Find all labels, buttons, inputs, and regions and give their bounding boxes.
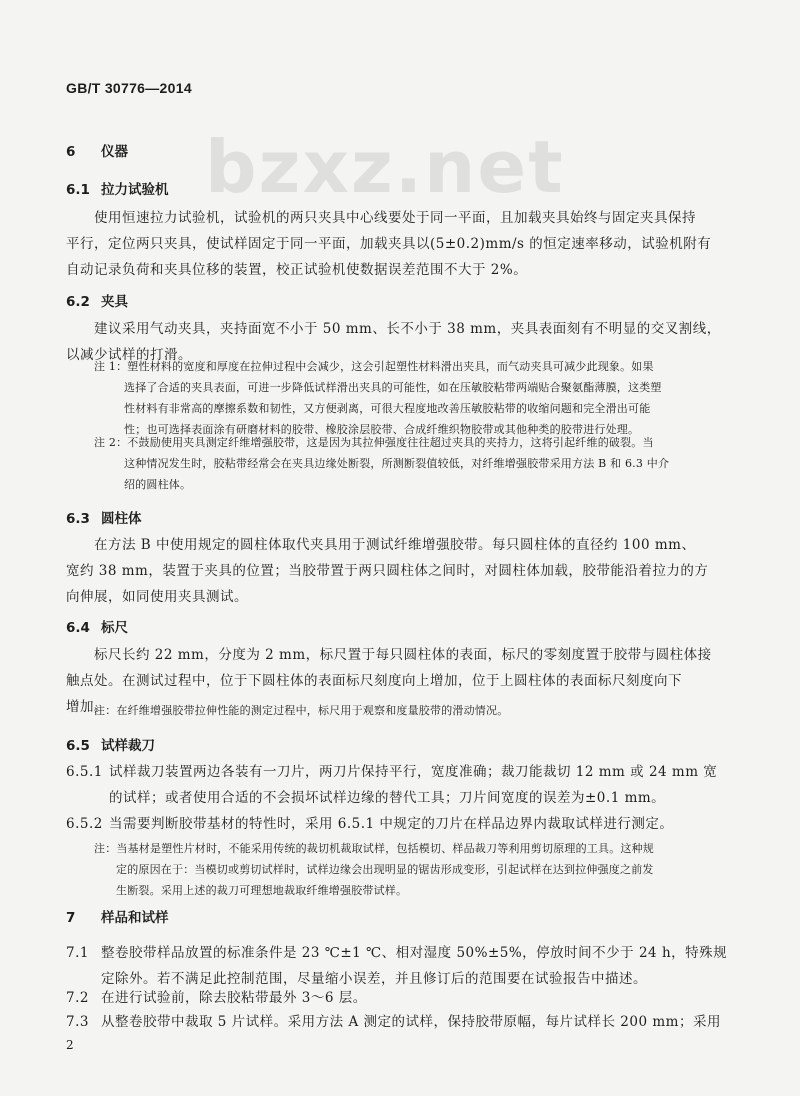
section-title: 仪器 xyxy=(101,144,128,160)
note-line: 绍的圆柱体。 xyxy=(124,478,192,491)
subsection-number: 6.2 xyxy=(66,294,90,310)
note-6-2-1 xyxy=(94,356,662,440)
text-line: 建议采用气动夹具，夹持面宽不小于 50 mm、长不小于 38 mm，夹具表面刻有不明显的交叉割线， xyxy=(94,321,721,337)
note-line: 性；也可选择表面涂有研磨材料的胶带、橡胶涂层胶带、合成纤维织物胶带或其他种类的胶带进行处理。 xyxy=(124,423,640,436)
note-line: 这种情况发生时，胶粘带经常会在夹具边缘处断裂，所测断裂值较低，对纤维增强胶带采用方法 B 和 6.3 中介 xyxy=(124,457,670,470)
text-line: 整卷胶带样品放置的标准条件是 23 ℃±1 ℃、相对湿度 50%±5%，停放时间不少于 24 h，特殊规 xyxy=(101,945,728,961)
text-line: 从整卷胶带中裁取 5 片试样。采用方法 A 测定的试样，保持胶带原幅，每片试样长 200 mm；采用 xyxy=(101,1014,721,1030)
note-line: 定的原因在于：当模切或剪切试样时，试样边缘会出现明显的锯齿形成变形，引起试样在达到拉伸强度之前发 xyxy=(116,863,654,876)
paragraph-6-1 xyxy=(66,205,712,283)
subsection-title: 拉力试验机 xyxy=(101,182,169,198)
text-line: 在方法 B 中使用规定的圆柱体取代夹具用于测试纤维增强胶带。每只圆柱体的直径约 100 mm、 xyxy=(94,537,696,553)
watermark: bzxz.net xyxy=(205,125,565,209)
text-line: 定除外。若不满足此控制范围，尽量缩小误差，并且修订后的范围要在试验报告中描述。 xyxy=(101,971,647,987)
text-line: 使用恒速拉力试验机，试验机的两只夹具中心线要处于同一平面，且加载夹具始终与固定夹具保持 xyxy=(94,210,696,226)
standard-number: GB/T 30776—2014 xyxy=(66,80,192,96)
note-line: 性材料有非常高的摩擦系数和韧性，又方便剥离，可很大程度地改善压敏胶粘带的收缩问题和完全滑出可能 xyxy=(124,402,651,415)
subsection-title: 标尺 xyxy=(101,620,128,636)
subsection-6-4-heading xyxy=(66,616,128,636)
clause-number: 7.3 xyxy=(66,1014,89,1030)
clause-7-2 xyxy=(66,985,367,1011)
note-6-5 xyxy=(94,838,654,901)
text-line: 平行，定位两只夹具，使试样固定于同一平面，加载夹具以(5±0.2)mm/s 的恒定速率移动，试验机附有 xyxy=(66,236,712,252)
note-line: 选择了合适的夹具表面，可进一步降低试样滑出夹具的可能性，如在压敏胶粘带两端贴合聚氨酯薄膜，这类塑 xyxy=(124,381,662,394)
subsection-number: 6.5 xyxy=(66,738,90,754)
subsection-title: 圆柱体 xyxy=(101,511,142,527)
subsection-number: 6.4 xyxy=(66,620,90,636)
note-6-4: 注：在纤维增强胶带拉伸性能的测定过程中，标尺用于观察和度量胶带的滑动情况。 xyxy=(94,704,509,717)
text-line: 在进行试验前，除去胶粘带最外 3～6 层。 xyxy=(101,990,367,1006)
subsection-title: 试样裁刀 xyxy=(101,738,155,754)
clause-number: 6.5.1 xyxy=(66,764,103,780)
subsection-number: 6.3 xyxy=(66,511,90,527)
section-number: 6 xyxy=(66,144,76,160)
clause-6-5-1 xyxy=(66,759,717,811)
text-line: 标尺长约 22 mm，分度为 2 mm，标尺置于每只圆柱体的表面，标尺的零刻度置于胶带与圆柱体接 xyxy=(94,647,712,663)
paragraph-6-3 xyxy=(66,532,709,610)
section-number: 7 xyxy=(66,910,76,926)
note-line: 注 2：不鼓励使用夹具测定纤维增强胶带，这是因为其拉伸强度往往超过夹具的夹持力，这将引起纤维的破裂。当 xyxy=(94,436,654,449)
clause-number: 7.2 xyxy=(66,990,89,1006)
subsection-6-2-heading xyxy=(66,290,128,310)
note-line: 注：当基材是塑性片材时，不能采用传统的裁切机裁取试样，包括模切、样品裁刀等利用剪切原理的工具。这种规 xyxy=(94,842,654,855)
clause-number: 7.1 xyxy=(66,945,89,961)
subsection-6-1-heading xyxy=(66,178,169,198)
note-6-2-2 xyxy=(94,432,669,495)
note-line: 生断裂。采用上述的裁刀可理想地裁取纤维增强胶带试样。 xyxy=(116,884,408,897)
page-number: 2 xyxy=(66,1038,74,1052)
subsection-6-3-heading xyxy=(66,507,142,527)
section-title: 样品和试样 xyxy=(101,910,169,926)
subsection-6-5-heading xyxy=(66,734,155,754)
text-line: 以减少试样的打滑。 xyxy=(66,347,192,363)
text-line: 触点处。在测试过程中，位于下圆柱体的表面标尺刻度向上增加，位于上圆柱体的表面标尺刻度向下 xyxy=(66,673,682,689)
text-line: 当需要判断胶带基材的特性时，采用 6.5.1 中规定的刀片在样品边界内裁取试样进行测定。 xyxy=(109,816,674,832)
note-line: 注 1：塑性材料的宽度和厚度在拉伸过程中会减少，这会引起塑性材料滑出夹具，而气动夹具可减少此现象。如果 xyxy=(94,360,654,373)
text-line: 向伸展，如同使用夹具测试。 xyxy=(66,589,248,605)
text-line: 的试样；或者使用合适的不会损坏试样边缘的替代工具；刀片间宽度的误差为±0.1 mm。 xyxy=(109,790,666,806)
section-6-heading xyxy=(66,140,128,160)
text-line: 宽约 38 mm，装置于夹具的位置；当胶带置于两只圆柱体之间时，对圆柱体加载，胶带能沿着拉力的方 xyxy=(66,563,709,579)
section-7-heading xyxy=(66,906,169,926)
clause-7-3 xyxy=(66,1009,721,1035)
clause-6-5-2 xyxy=(66,811,673,837)
subsection-number: 6.1 xyxy=(66,182,90,198)
text-line: 试样裁刀装置两边各装有一刀片，两刀片保持平行，宽度准确；裁刀能裁切 12 mm 或 24 mm 宽 xyxy=(109,764,718,780)
text-line: 自动记录负荷和夹具位移的装置，校正试验机使数据误差范围不大于 2%。 xyxy=(66,262,528,278)
subsection-title: 夹具 xyxy=(101,294,128,310)
clause-number: 6.5.2 xyxy=(66,816,103,832)
text-line: 增加。 xyxy=(66,699,108,715)
